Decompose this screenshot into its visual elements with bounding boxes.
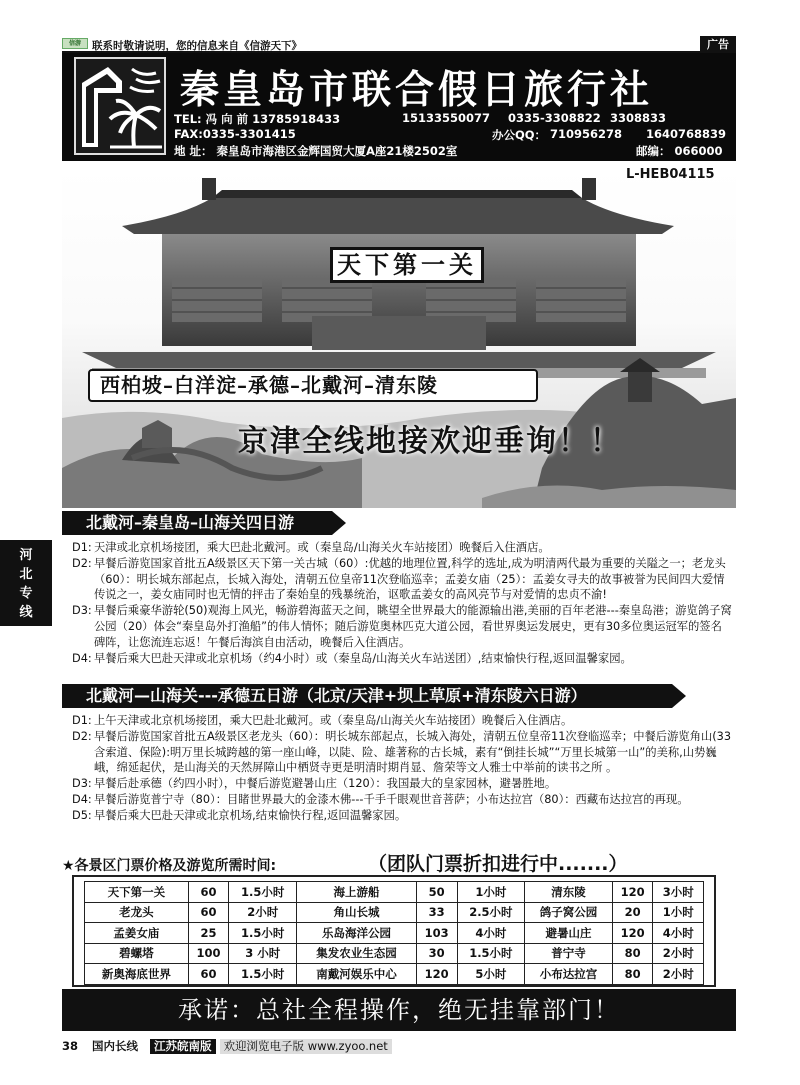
itinerary-day: D3: 早餐后乘豪华游轮(50)观海上风光，畅游碧海蓝天之间，眺望全世界最大的能源输出港,美丽的百年老港---秦皇岛港；游览鸽子窝公园（20）体会“秦皇岛外打渔船”的伟人情怀；随后游览奥林匹克大道公园，看世界奥运发展史，更有30多位奥运冠军的签名碑阵，让您流连忘返！午餐后海滨自由活动，晚餐后入住酒店。 [72, 604, 732, 649]
attraction-name: 天下第一关 [85, 882, 189, 903]
postcode: 邮编： 066000 [636, 144, 723, 158]
tour2-itinerary [72, 713, 732, 824]
welcome-slogan: 京津全线地接欢迎垂询！！ [238, 424, 622, 459]
route-banner: 西柏坡–白洋淀–承德–北戴河–清东陵 [88, 369, 538, 402]
attraction-name: 小布达拉宫 [525, 964, 613, 985]
ticket-price: 25 [188, 923, 229, 944]
phone-office-2: 3308833 [610, 111, 667, 125]
side-section-label: 河北专线 [19, 548, 33, 620]
edition-badge: 江苏皖南版 [150, 1039, 216, 1054]
attraction-name: 避暑山庄 [525, 923, 613, 944]
publication-logo: 信游 [62, 38, 88, 49]
fax: FAX:0335-3301415 [174, 127, 296, 141]
itinerary-day: D5: 早餐后乘大巴赴天津或北京机场,结束愉快行程,返回温馨家园。 [72, 808, 407, 822]
visit-duration: 1.5小时 [229, 964, 297, 985]
attraction-name: 角山长城 [297, 902, 417, 923]
gate-plaque [330, 247, 484, 283]
tour2-title: 北戴河—山海关---承德五日游（北京/天津+坝上草原+清东陵六日游） [62, 684, 672, 708]
ticket-price: 120 [612, 923, 653, 944]
visit-duration: 4小时 [457, 923, 525, 944]
price-row [85, 902, 704, 923]
ticket-price: 103 [416, 923, 457, 944]
side-section-tab [0, 540, 52, 626]
price-row [85, 943, 704, 964]
attraction-name: 集发农业生态园 [297, 943, 417, 964]
visit-duration: 5小时 [457, 964, 525, 985]
attraction-name: 碧螺塔 [85, 943, 189, 964]
tour1-title: 北戴河–秦皇岛–山海关四日游 [62, 511, 332, 535]
attraction-name: 新奥海底世界 [85, 964, 189, 985]
itinerary-day: D4: 早餐后游览普宁寺（80）：目睹世界最大的金漆木佛---千手千眼观世音菩萨；小布达拉宫（80）：西藏布达拉宫的再现。 [72, 792, 689, 806]
itinerary-day: D1: 天津或北京机场接团，乘大巴赴北戴河。或（秦皇岛/山海关火车站接团）晚餐后入住酒店。 [72, 541, 550, 554]
itinerary-day: D2: 早餐后游览国家首批五A级景区老龙头（60）：明长城东部起点，长城入海处，清朝五位皇帝11次登临巡幸；中餐后游览角山(33含索道、保险):明万里长城跨越的第一座山峰，以陡、险、雄著称的古长城，素有“倒挂长城”“万里长城第一山”的美称,山势巍峨，绵延起伏，是山海关的天然屏障山中栖贤寺更是明清时期肖显、詹荣等文人雅士中举前的读书之所 。 [72, 729, 732, 775]
price-row [85, 964, 704, 985]
visit-duration: 1小时 [653, 902, 704, 923]
visit-duration: 4小时 [653, 923, 704, 944]
section-name: 国内长线 [92, 1039, 139, 1053]
ticket-price: 20 [612, 902, 653, 923]
qq-label: 办公QQ： [492, 128, 547, 142]
page-footer [62, 1038, 392, 1054]
attraction-name: 海上游船 [297, 882, 417, 903]
attraction-name: 老龙头 [85, 902, 189, 923]
phone-main: TEL: 冯 向 前 13785918433 [174, 112, 341, 126]
phone-office-1: 0335-3308822 [508, 111, 601, 125]
visit-duration: 1.5小时 [229, 882, 297, 903]
itinerary-day: D3: 早餐后赴承德（约四小时），中餐后游览避暑山庄（120）：我国最大的皇家园林，避暑胜地。 [72, 777, 557, 791]
attraction-name: 乐岛海洋公园 [297, 923, 417, 944]
attraction-name: 清东陵 [525, 882, 613, 903]
license-code: L-HEB04115 [626, 167, 715, 182]
visit-duration: 2小时 [653, 964, 704, 985]
gate-plaque-text: 天下第一关 [337, 250, 477, 279]
visit-duration: 2小时 [229, 902, 297, 923]
ticket-price: 120 [612, 882, 653, 903]
discount-promo: （团队门票折扣进行中.......） [368, 853, 628, 875]
qq-1: 710956278 [550, 127, 623, 141]
visit-duration: 1.5小时 [229, 923, 297, 944]
ticket-price: 100 [188, 943, 229, 964]
itinerary-day: D1: 上午天津或北京机场接团，乘大巴赴北戴河。或（秦皇岛/山海关火车站接团）晚餐后入住酒店。 [72, 714, 573, 727]
address: 地 址： 秦皇岛市海港区金辉国贸大厦A座21楼2502室 [174, 144, 458, 158]
page-number: 38 [62, 1039, 79, 1053]
website-link[interactable]: 欢迎浏览电子版 www.zyoo.net [220, 1039, 392, 1054]
visit-duration: 3 小时 [229, 943, 297, 964]
price-table [84, 881, 704, 985]
ticket-price: 120 [416, 964, 457, 985]
visit-duration: 1小时 [457, 882, 525, 903]
phone-mobile: 15133550077 [402, 111, 491, 125]
ticket-price: 33 [416, 902, 457, 923]
visit-duration: 2.5小时 [457, 902, 525, 923]
price-table-title: ★各景区门票价格及游览所需时间: [62, 858, 277, 874]
promise-banner: 承诺：总社全程操作，绝无挂靠部门！ [62, 989, 736, 1031]
ticket-price: 60 [188, 902, 229, 923]
ticket-price: 80 [612, 943, 653, 964]
ticket-price: 50 [416, 882, 457, 903]
agency-header [62, 53, 736, 161]
ticket-price: 60 [188, 964, 229, 985]
tour1-itinerary [72, 540, 732, 666]
price-row [85, 923, 704, 944]
attraction-name: 孟姜女庙 [85, 923, 189, 944]
ticket-price: 80 [612, 964, 653, 985]
itinerary-day: D2: 早餐后游览国家首批五A级景区天下第一关古城（60）:优越的地理位置,科学的选址,成为明清两代最为重要的关隘之一；老龙头（60）：明长城东部起点，长城入海处，清朝五位皇帝11次登临巡幸；孟姜女庙（25）：孟姜女寻夫的故事被誉为民间四大爱情传说之一，姜女庙同时也无情的抨击了秦始皇的残暴统治，讴歌孟姜女的高风亮节与对爱情的忠贞不渝! [72, 556, 726, 602]
attraction-name: 南戴河娱乐中心 [297, 964, 417, 985]
attraction-name: 鸽子窝公园 [525, 902, 613, 923]
price-row [85, 882, 704, 903]
ticket-price: 60 [188, 882, 229, 903]
ticket-price: 30 [416, 943, 457, 964]
qq-2: 1640768839 [646, 127, 727, 141]
source-notice: 联系时敬请说明，您的信息来自《信游天下》 [92, 40, 302, 52]
visit-duration: 2小时 [653, 943, 704, 964]
itinerary-day: D4: 早餐后乘大巴赴天津或北京机场（约4小时）或（秦皇岛/山海关火车站送团）,结束愉快行程,返回温馨家园。 [72, 651, 632, 665]
top-notice-bar [62, 36, 736, 53]
attraction-name: 普宁寺 [525, 943, 613, 964]
palm-tree-logo-icon [74, 57, 166, 155]
company-name: 秦皇岛市联合假日旅行社 [180, 68, 654, 113]
ad-tag: 广告 [700, 36, 736, 53]
visit-duration: 3小时 [653, 882, 704, 903]
visit-duration: 1.5小时 [457, 943, 525, 964]
